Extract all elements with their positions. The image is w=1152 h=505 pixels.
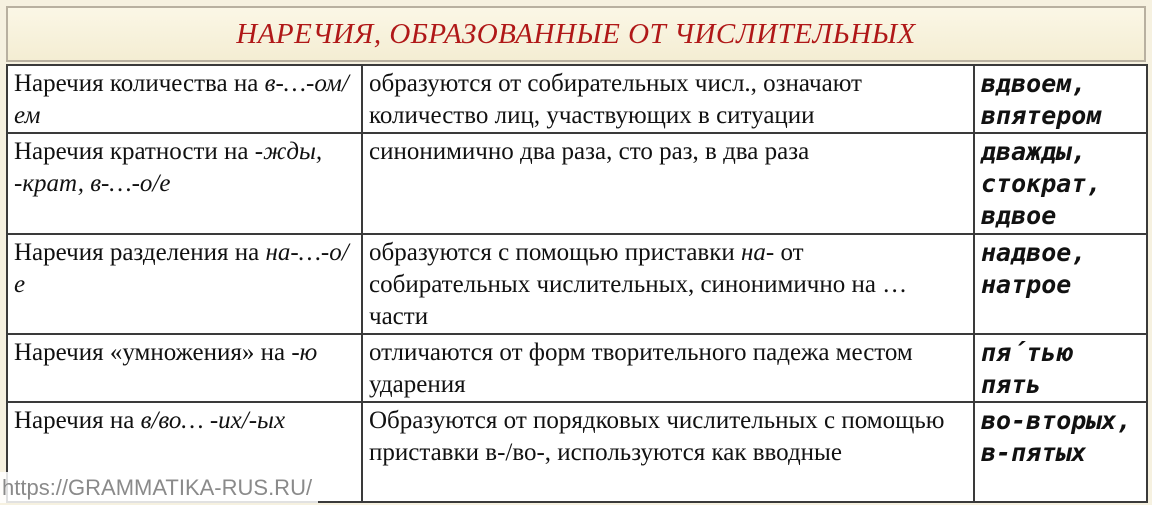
description-text: Образуются от порядковых числительных с помощью приставки в-/во-, используются как вводные <box>369 407 945 466</box>
adverb-type-cell <box>7 334 362 402</box>
description-cell <box>362 133 974 234</box>
description-text-tail: от собирательных числительных, синонимично на … части <box>369 239 908 330</box>
example-word: в-пятых <box>981 438 1087 467</box>
examples-cell <box>974 65 1147 133</box>
examples-cell <box>974 133 1147 234</box>
title-bar <box>6 6 1146 62</box>
adverb-type-text: Наречия кратности на - <box>14 138 264 165</box>
example-word: надвое, <box>981 238 1087 267</box>
examples-cell <box>974 334 1147 402</box>
table-row <box>7 133 1147 234</box>
example-word: вдвоем, <box>981 69 1087 98</box>
adverb-type-pattern: жды, -крат, в-…-о/е <box>14 138 323 197</box>
adverb-type-pattern: на-…-о/е <box>14 239 349 298</box>
description-text: образуются с помощью приставки <box>369 239 741 266</box>
description-cell <box>362 402 974 502</box>
table-row <box>7 65 1147 133</box>
table-row <box>7 234 1147 334</box>
adverb-type-pattern: ю <box>299 339 318 366</box>
adverb-type-cell <box>7 133 362 234</box>
example-word: вдвое <box>981 201 1057 230</box>
example-word: впятером <box>981 101 1102 130</box>
adverb-type-text: Наречия на <box>14 407 141 434</box>
description-text: отличаются от форм творительного падежа местом ударения <box>369 339 913 398</box>
adverb-type-pattern: в/во… -их/-ых <box>140 407 286 434</box>
description-text: синонимично два раза, сто раз, в два раза <box>369 138 810 165</box>
example-word: стократ, <box>981 169 1102 198</box>
adverbs-table <box>6 64 1148 503</box>
example-word: натрое <box>981 270 1072 299</box>
description-text: образуются от собирательных числ., означают количество лиц, участвующих в ситуации <box>369 70 862 129</box>
description-italic: на- <box>741 239 775 266</box>
example-word: во-вторых, <box>981 406 1132 435</box>
examples-cell <box>974 234 1147 334</box>
description-cell <box>362 234 974 334</box>
page-title: НАРЕЧИЯ, ОБРАЗОВАННЫЕ ОТ ЧИСЛИТЕЛЬНЫХ <box>236 17 916 50</box>
examples-cell <box>974 402 1147 502</box>
adverb-type-cell <box>7 65 362 133</box>
table-row <box>7 334 1147 402</box>
adverb-type-text: Наречия количества на <box>14 70 265 97</box>
adverb-type-cell <box>7 234 362 334</box>
description-cell <box>362 65 974 133</box>
adverb-type-text: Наречия разделения на <box>14 239 266 266</box>
description-cell <box>362 334 974 402</box>
example-word: дважды, <box>981 137 1087 166</box>
site-watermark: https://GRAMMATIKA-RUS.RU/ <box>0 472 318 503</box>
adverb-type-text: Наречия «умножения» на - <box>14 339 300 366</box>
example-word: пя́тью пять <box>981 338 1072 399</box>
adverb-type-pattern: в-…-ом/ем <box>14 70 349 129</box>
